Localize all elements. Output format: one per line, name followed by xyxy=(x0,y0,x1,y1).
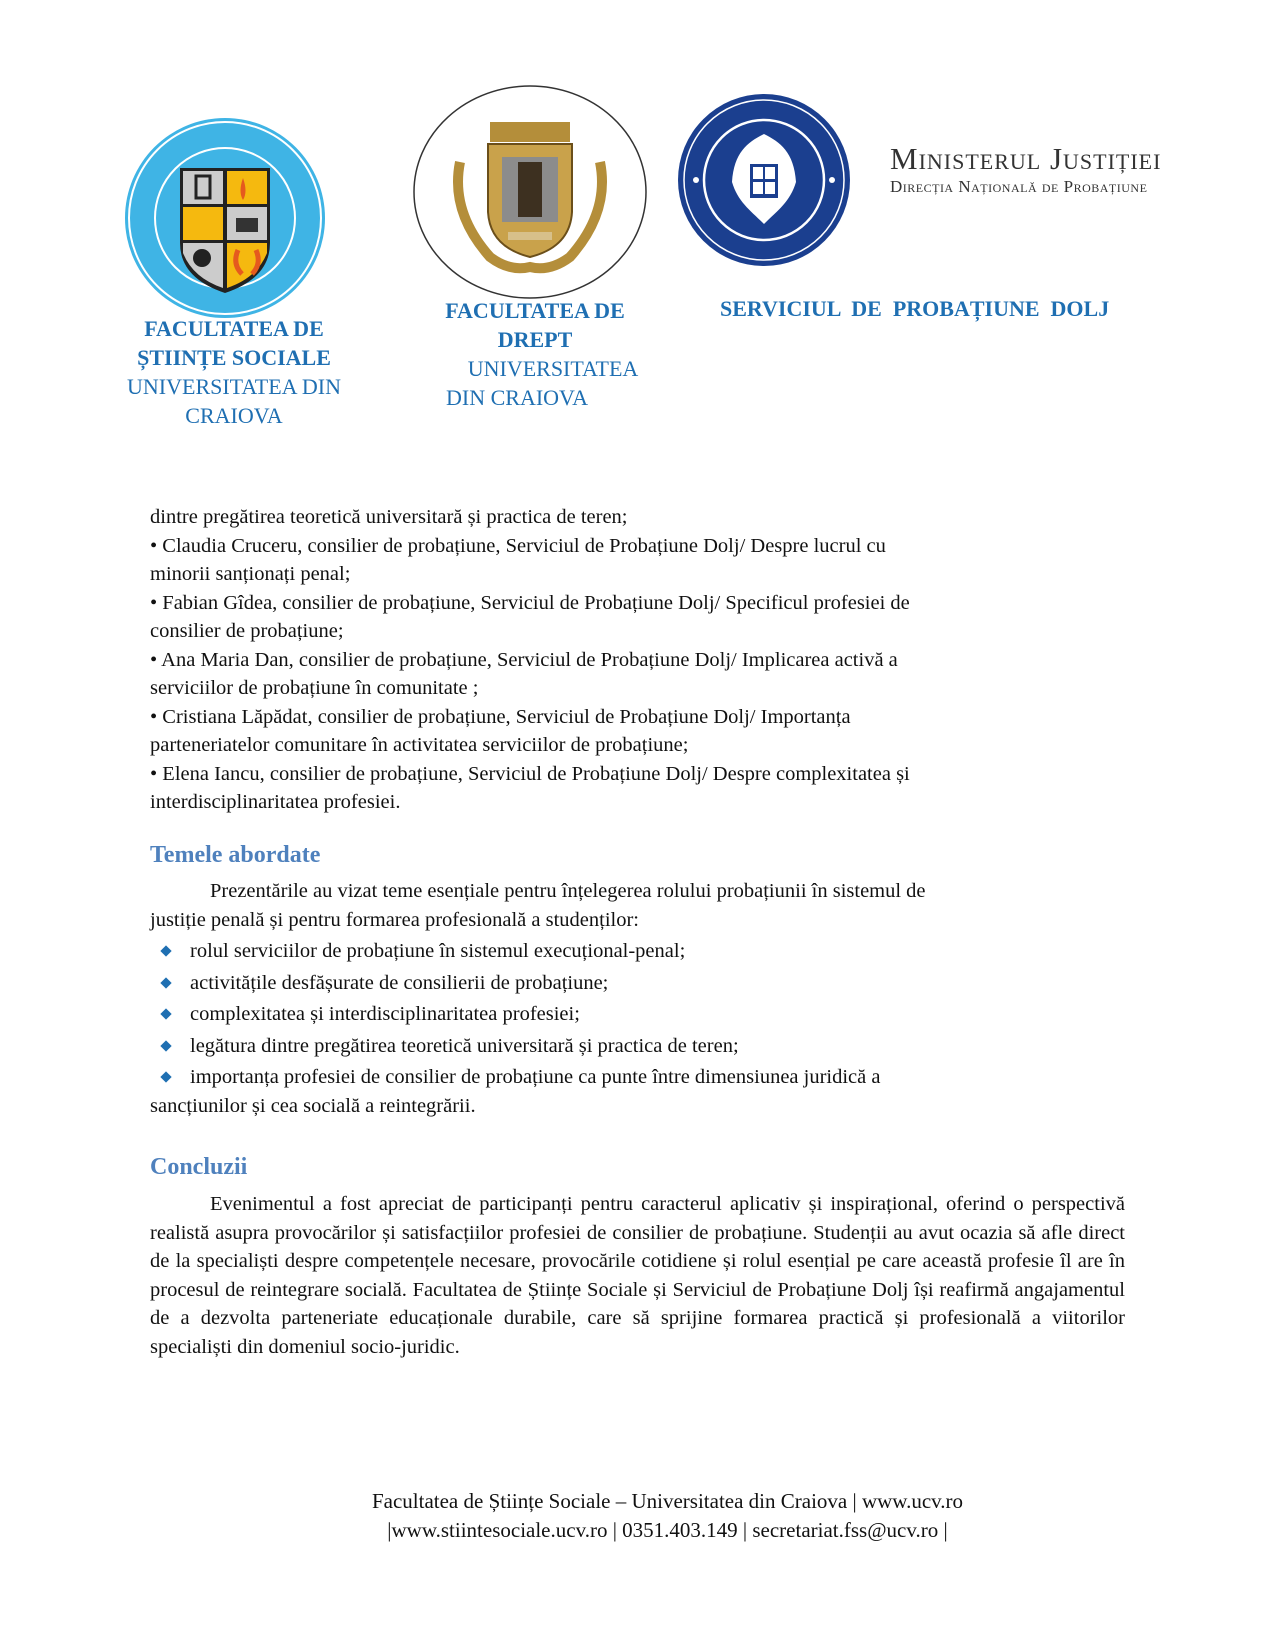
speaker-item-4-line1: • Cristiana Lăpădat, consilier de probațiune, Serviciul de Probațiune Dolj/ Importanța xyxy=(150,705,851,728)
fss-caption-line1: FACULTATEA DE xyxy=(144,316,324,341)
speakers-continuation: dintre pregătirea teoretică universitară și practica de teren; xyxy=(150,506,628,528)
theme-item: activitățile desfășurate de consilierii de probațiune; xyxy=(150,969,1125,998)
footer-line2: |www.stiintesociale.ucv.ro | 0351.403.149 | secretariat.fss@ucv.ro | xyxy=(387,1518,948,1542)
drept-caption-line2: DREPT xyxy=(497,327,573,352)
theme-item: legătura dintre pregătirea teoretică universitară și practica de teren; xyxy=(150,1032,1125,1061)
fss-caption xyxy=(100,314,368,430)
page-footer xyxy=(0,1487,1275,1545)
themes-intro-line1: Prezentările au vizat teme esențiale pentru înțelegerea rolului probațiunii în sistemul de xyxy=(210,880,926,902)
fss-logo xyxy=(118,118,333,318)
theme-item: rolul serviciilor de probațiune în sistemul execuțional-penal; xyxy=(150,937,1125,966)
diamond-bullet-icon xyxy=(160,945,171,956)
service-caption-text: SERVICIUL DE PROBAȚIUNE DOLJ xyxy=(720,296,1110,321)
ministry-block xyxy=(890,142,1270,198)
conclusions-heading: Concluzii xyxy=(150,1154,248,1180)
fss-caption-line4: CRAIOVA xyxy=(185,403,283,428)
drept-caption-line3: UNIVERSITATEA xyxy=(467,356,639,381)
diamond-bullet-icon xyxy=(160,1071,171,1082)
theme-item: complexitatea și interdisciplinaritatea profesiei; xyxy=(150,1000,1125,1029)
conclusions-section xyxy=(150,1190,1125,1361)
fss-caption-line2: ȘTIINȚE SOCIALE xyxy=(137,345,331,370)
speaker-item-2-line2: consilier de probațiune; xyxy=(150,620,344,642)
footer-line1: Facultatea de Științe Sociale – Universitatea din Craiova | www.ucv.ro xyxy=(371,1489,964,1513)
ministry-title: Ministerul Justiției xyxy=(890,141,1162,176)
speaker-item-3-line2: serviciilor de probațiune în comunitate ; xyxy=(150,677,479,699)
speakers-list xyxy=(150,503,1125,817)
diamond-bullet-icon xyxy=(160,1040,171,1051)
guvern-logo xyxy=(676,92,852,268)
diamond-bullet-icon xyxy=(160,1008,171,1019)
speaker-item-5-line1: • Elena Iancu, consilier de probațiune, Serviciul de Probațiune Dolj/ Despre complexitatea și xyxy=(150,762,910,785)
conclusions-paragraph: Evenimentul a fost apreciat de participanți pentru caracterul aplicativ și inspirațional, oferind o perspectivă realistă asupra provocărilor și satisfacțiilor profesiei de consilier de probațiune. Studenții au avut ocazia să afle direct de la specialiști despre competențele necesare, provocările cotidiene și rolul esențial pe care această profesie îl are în procesul de reintegrare socială. Facultatea de Științe Sociale și Serviciul de Probațiune Dolj își reafirmă angajamentul de a dezvolta parteneriate educaționale durabile, care să sprijine formarea practică și profesională a viitorilor specialiști din domeniul socio-juridic. xyxy=(150,1193,1125,1358)
themes-list xyxy=(150,937,1125,1120)
theme-item-continuation: sancțiunilor și cea socială a reintegrării. xyxy=(150,1094,476,1117)
ministry-subtitle: Direcția Națională de Probațiune xyxy=(890,177,1148,196)
speaker-item-1-line2: minorii sanționați penal; xyxy=(150,563,351,585)
speaker-item-2-line1: • Fabian Gîdea, consilier de probațiune, Serviciul de Probațiune Dolj/ Specificul profesiei de xyxy=(150,591,910,614)
drept-logo xyxy=(410,82,650,302)
drept-caption-line4: DIN CRAIOVA xyxy=(446,385,588,410)
themes-intro-line2: justiție penală și pentru formarea profesională a studenților: xyxy=(150,908,639,931)
drept-caption xyxy=(410,296,660,412)
speaker-item-1-line1: • Claudia Cruceru, consilier de probațiune, Serviciul de Probațiune Dolj/ Despre lucrul cu xyxy=(150,534,886,557)
theme-item: importanța profesiei de consilier de probațiune ca punte între dimensiunea juridică a xyxy=(150,1063,1125,1092)
themes-heading: Temele abordate xyxy=(150,842,321,868)
speaker-item-3-line1: • Ana Maria Dan, consilier de probațiune, Serviciul de Probațiune Dolj/ Implicarea activă a xyxy=(150,648,898,671)
speaker-item-5-line2: interdisciplinaritatea profesiei. xyxy=(150,791,401,813)
themes-section xyxy=(150,877,1125,1120)
speaker-item-4-line2: parteneriatelor comunitare în activitatea serviciilor de probațiune; xyxy=(150,734,689,756)
service-caption xyxy=(720,294,1180,323)
fss-caption-line3: UNIVERSITATEA DIN xyxy=(127,374,341,399)
diamond-bullet-icon xyxy=(160,977,171,988)
drept-caption-line1: FACULTATEA DE xyxy=(445,298,625,323)
